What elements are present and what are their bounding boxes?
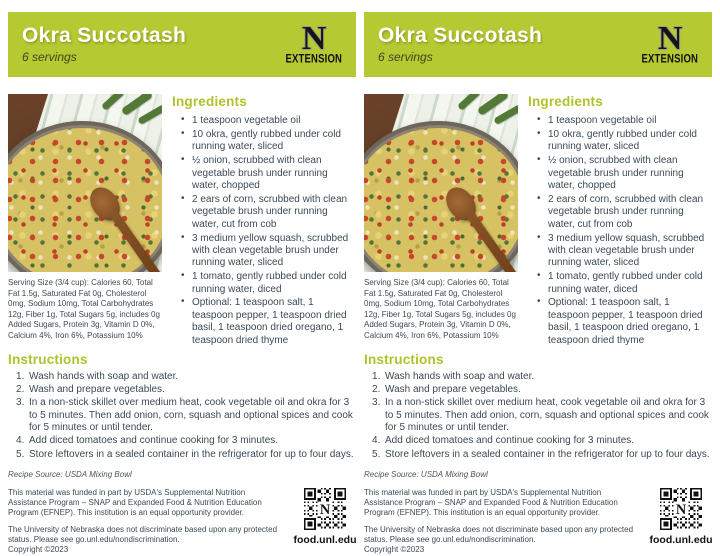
recipe-source: Recipe Source: USDA Mixing Bowl [364, 470, 488, 480]
ingredient-item: • ½ onion, scrubbed with clean vegetable brush under running water, chopped [181, 155, 356, 192]
svg-text:N: N [319, 502, 331, 519]
copyright-text: Copyright ©2023 [8, 545, 69, 555]
svg-text:N: N [675, 502, 687, 519]
nondiscrimination-text: The University of Nebraska does not discriminate based upon any protected status. Please see go.unl.edu/nondiscrimination. [8, 525, 278, 545]
instruction-step: Wash and prepare vegetables. [29, 383, 165, 395]
nondiscrimination-text: The University of Nebraska does not discriminate based upon any protected status. Please see go.unl.edu/nondiscrimination. [364, 525, 634, 545]
footer [364, 488, 712, 555]
instruction-step: Wash and prepare vegetables. [385, 383, 521, 395]
servings-label: 6 servings [22, 49, 77, 64]
recipe-photo [364, 94, 518, 272]
ingredient-item: • 3 medium yellow squash, scrubbed with clean vegetable brush under running water, sliced [537, 233, 712, 270]
funding-text: This material was funded in part by USDA's Supplemental Nutrition Assistance Program – SNAP and Expanded Food & Nutrition Education Program (EFNEP). This institution is an equal opportunity provider. [8, 488, 262, 518]
recipe-title: Okra Succotash [22, 24, 187, 48]
recipe-photo [8, 94, 162, 272]
instruction-step: Wash hands with soap and water. [385, 370, 535, 382]
instructions-list [8, 371, 356, 462]
instruction-step: Add diced tomatoes and continue cooking for 3 minutes. [385, 435, 635, 447]
footer [8, 488, 356, 555]
nutrition-facts-text: Serving Size (3/4 cup): Calories 60, Total Fat 1.5g, Saturated Fat 0g, Cholesterol 0mg, Sodium 10mg, Total Carbohydrates 12g, Fiber 1g, Total Sugars 5g, includes 0g Added Sugars, Protein 3g, Vitamin D 0%, Calcium 4%, Iron 6%, Potassium 10% [8, 278, 160, 340]
ingredient-item: • Optional: 1 teaspoon salt, 1 teaspoon pepper, 1 teaspoon dried basil, 1 teaspoon dried oregano, 1 teaspoon dried thyme [181, 297, 356, 347]
header-band [364, 12, 712, 77]
extension-wordmark: EXTENSION [285, 53, 343, 67]
ingredients-list [528, 115, 712, 347]
ingredient-item: • 2 ears of corn, scrubbed with clean vegetable brush under running water, cut from cob [537, 194, 712, 231]
website-url: food.unl.edu [293, 534, 357, 547]
qr-code [304, 488, 346, 530]
qr-code [660, 488, 702, 530]
recipe-title: Okra Succotash [378, 24, 543, 48]
instructions-heading: Instructions [8, 351, 88, 367]
ingredient-item: • Optional: 1 teaspoon salt, 1 teaspoon pepper, 1 teaspoon dried basil, 1 teaspoon dried oregano, 1 teaspoon dried thyme [537, 297, 712, 347]
ingredient-item: • 3 medium yellow squash, scrubbed with clean vegetable brush under running water, sliced [181, 233, 356, 270]
servings-label: 6 servings [378, 49, 433, 64]
ingredient-item: • 2 ears of corn, scrubbed with clean vegetable brush under running water, cut from cob [181, 194, 356, 231]
instruction-step: In a non-stick skillet over medium heat, cook vegetable oil and okra for 3 to 5 minutes. Then add onion, corn, squash and optional spices and cook for 5 minutes or until tender. [29, 397, 353, 434]
instructions-heading: Instructions [364, 351, 444, 367]
website-url: food.unl.edu [649, 534, 713, 547]
instruction-step: Add diced tomatoes and continue cooking for 3 minutes. [29, 435, 279, 447]
ingredients-heading: Ingredients [528, 94, 603, 109]
extension-wordmark: EXTENSION [641, 53, 699, 67]
recipe-source: Recipe Source: USDA Mixing Bowl [8, 470, 132, 480]
ingredient-item: • ½ onion, scrubbed with clean vegetable brush under running water, chopped [537, 155, 712, 192]
okra-pod-decor [137, 104, 162, 125]
ingredient-item: • 1 tomato, gently rubbed under cold running water, diced [181, 271, 356, 296]
nebraska-extension-logo [640, 19, 700, 67]
instruction-step: In a non-stick skillet over medium heat, cook vegetable oil and okra for 3 to 5 minutes. Then add onion, corn, squash and optional spices and cook for 5 minutes or until tender. [385, 397, 709, 434]
recipe-card-right [364, 12, 712, 555]
nebraska-n-icon: N [301, 19, 327, 57]
instruction-step: Store leftovers in a sealed container in the refrigerator for up to four days. [29, 448, 354, 460]
ingredient-item: • 1 teaspoon vegetable oil [537, 115, 712, 127]
recipe-card-left [8, 12, 356, 555]
header-band [8, 12, 356, 77]
funding-text: This material was funded in part by USDA's Supplemental Nutrition Assistance Program – SNAP and Expanded Food & Nutrition Education Program (EFNEP). This institution is an equal opportunity provider. [364, 488, 618, 518]
ingredient-item: • 10 okra, gently rubbed under cold running water, sliced [181, 129, 356, 154]
ingredients-list [172, 115, 356, 347]
okra-pod-decor [493, 104, 518, 125]
instructions-list [364, 371, 712, 462]
ingredient-item: • 10 okra, gently rubbed under cold running water, sliced [537, 129, 712, 154]
ingredients-heading: Ingredients [172, 94, 247, 109]
nebraska-extension-logo [284, 19, 344, 67]
ingredient-item: • 1 tomato, gently rubbed under cold running water, diced [537, 271, 712, 296]
instruction-step: Wash hands with soap and water. [29, 370, 179, 382]
nutrition-facts-text: Serving Size (3/4 cup): Calories 60, Total Fat 1.5g, Saturated Fat 0g, Cholesterol 0mg, Sodium 10mg, Total Carbohydrates 12g, Fiber 1g, Total Sugars 5g, includes 0g Added Sugars, Protein 3g, Vitamin D 0%, Calcium 4%, Iron 6%, Potassium 10% [364, 278, 516, 340]
instruction-step: Store leftovers in a sealed container in the refrigerator for up to four days. [385, 448, 710, 460]
copyright-text: Copyright ©2023 [364, 545, 425, 555]
ingredient-item: • 1 teaspoon vegetable oil [181, 115, 356, 127]
nebraska-n-icon: N [657, 19, 683, 57]
